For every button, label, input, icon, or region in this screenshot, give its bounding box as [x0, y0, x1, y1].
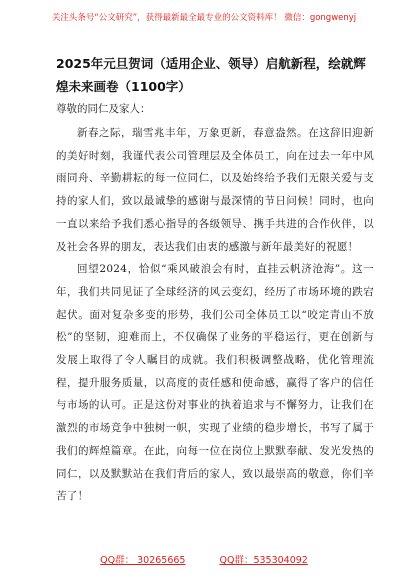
paragraph-2: 回望2024，恰似“乘风破浪会有时，直挂云帆济沧海”。这一年，我们共同见证了全球经济的风云变幻，经历了市场环境的跌宕起伏。面对复杂多变的形势，我们公司全体员工以“咬定青山不放松”的坚韧，迎难而上，不仅确保了业务的平稳运行，更在创新与发展上取得了令人瞩目的成就。我们积极调整战略，优化管理流程，提升服务质量，以高度的责任感和使命感，赢得了客户的信任与市场的认可。正是这份对事业的执着追求与不懈努力，让我们在激烈的市场竞争中独树一帜，实现了业绩的稳步增长，书写了属于我们的辉煌篇章。在此，向每一位在岗位上默默奉献、发光发热的同仁，以及默默站在我们背后的家人，致以最崇高的敬意，你们辛苦了！	[56, 263, 374, 503]
qq-group-1: QQ群： 30265665	[100, 555, 186, 566]
greeting: 尊敬的同仁及家人：	[56, 103, 151, 115]
header-banner: 关注头条号“公文研究”，获得最新最全最专业的公文资料库！ 微信：gongwenyj	[51, 13, 357, 23]
footer	[0, 554, 408, 568]
paragraph-1: 新春之际，瑞雪兆丰年，万象更新，春意盎然。在这辞旧迎新的美好时刻，我谨代表公司管理层及全体员工，向在过去一年中风雨同舟、辛勤耕耘的每一位同仁，以及始终给予我们无限关爱与支持的家人们，致以最诚挚的感谢与最深情的节日问候！同时，也向一直以来给予我们悉心指导的各级领导、携手共进的合作伙伴，以及社会各界的朋友，表达我们由衷的感激与新年最美好的祝愿！	[56, 127, 374, 253]
qq-group-2: QQ群：535304092	[219, 555, 308, 566]
document-title: 2025年元旦贺词（适用企业、领导）启航新程，绘就辉煌未来画卷（1100字）	[56, 56, 366, 94]
document-body	[56, 52, 374, 508]
